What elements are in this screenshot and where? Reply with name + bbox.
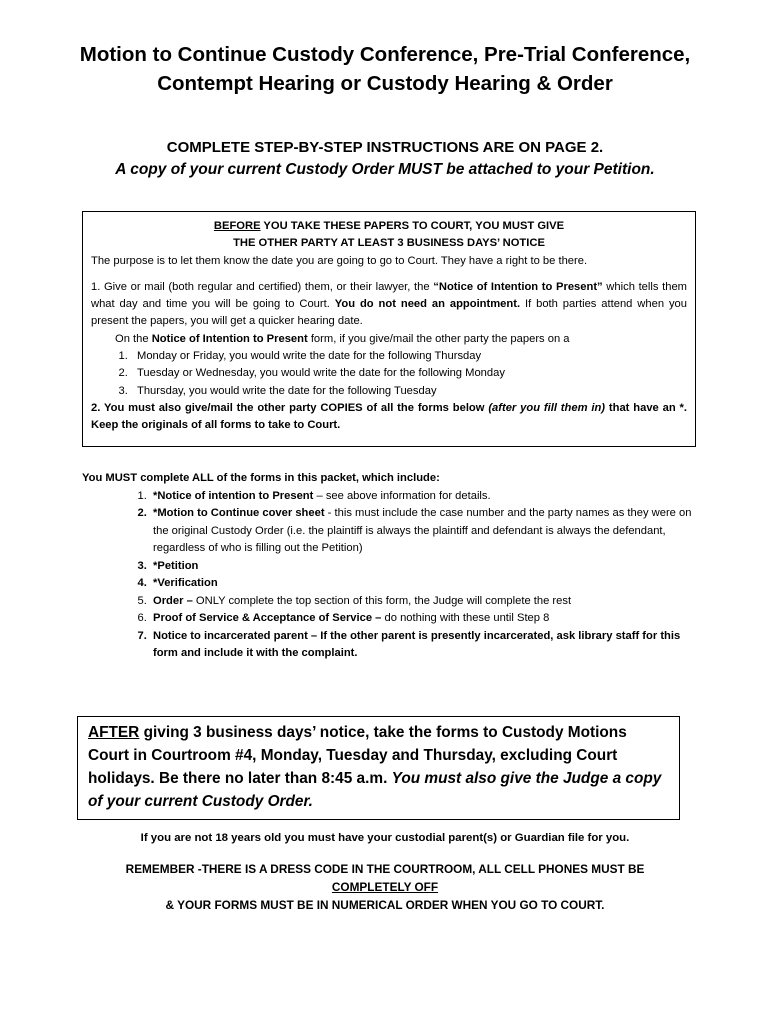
- form-item: [150, 575, 696, 593]
- form-item-desc: ONLY complete the top section of this form, the Judge will complete the rest: [195, 594, 572, 607]
- days-list-item: 3. Thursday, you would write the date for the following Tuesday: [131, 383, 687, 400]
- before-heading-underlined: BEFORE: [213, 220, 261, 232]
- days-list-item: 1. Monday or Friday, you would write the date for the following Thursday: [131, 348, 687, 365]
- on-the-form-name: Notice of Intention to Present: [151, 332, 308, 345]
- step-2-part-b: that have an *. Keep the originals of all forms to take to Court.: [91, 401, 687, 432]
- remember-notice: [40, 860, 730, 914]
- instructions-notice: [40, 137, 730, 181]
- form-item: [150, 593, 696, 611]
- forms-list: [82, 488, 696, 663]
- step-1-text: [91, 279, 687, 331]
- remember-rest: & YOUR FORMS MUST BE IN NUMERICAL ORDER WHEN YOU GO TO COURT.: [165, 898, 605, 912]
- step-2-text: [91, 400, 687, 435]
- remember-line-2: [40, 878, 730, 914]
- form-item-name: *Motion to Continue cover sheet: [153, 507, 325, 519]
- before-heading-rest: YOU TAKE THESE PAPERS TO COURT, YOU MUST GIVE: [260, 220, 565, 232]
- form-item-name: *Verification: [153, 577, 218, 589]
- on-the-part-a: On the: [115, 332, 152, 345]
- title-line-1: Motion to Continue Custody Conference, Pre-Trial Conference,: [79, 43, 691, 66]
- before-court-box: [82, 211, 696, 447]
- title-line-2: Contempt Hearing or Custody Hearing & Order: [157, 72, 613, 95]
- remember-underlined: COMPLETELY OFF: [331, 880, 439, 894]
- step-1-part-b: which tells them what day and time you will be going to Court.: [91, 280, 687, 311]
- step-1-part-a: 1. Give or mail (both regular and certified) them, or their lawyer, the: [91, 280, 434, 293]
- form-item: [150, 610, 696, 628]
- step-1-no-appointment: You do not need an appointment.: [334, 298, 521, 311]
- form-item-name: Order –: [153, 594, 196, 607]
- form-item-desc: do nothing with these until Step 8: [381, 612, 550, 624]
- purpose-text: The purpose is to let them know the date you are going to go to Court. They have a right to be there.: [91, 254, 588, 267]
- form-item-name: *Petition: [153, 559, 199, 572]
- form-item-name: Notice to incarcerated parent – If the other parent is presently incarcerated, ask library staff for this form and include it with the complaint.: [153, 629, 681, 659]
- before-heading-line-2: THE OTHER PARTY AT LEAST 3 BUSINESS DAYS’ NOTICE: [233, 237, 545, 250]
- document-title: [40, 40, 730, 98]
- step-1-part-c: If both parties attend when you present the papers, you will get a quicker hearing date.: [91, 298, 687, 328]
- days-list-item: 2. Tuesday or Wednesday, you would write the date for the following Monday: [131, 365, 687, 382]
- form-item-desc: - this must include the case number and the party names as they were on the original Custody Order (i.e. the plaintiff is always the plaintiff and defendant is always the defendant, regardless of who is filling out the Petition): [153, 507, 692, 554]
- forms-section: [82, 470, 696, 663]
- after-italic: You must also give the Judge a copy of your current Custody Order.: [88, 770, 662, 810]
- remember-line-1: REMEMBER -THERE IS A DRESS CODE IN THE COURTROOM, ALL CELL PHONES MUST BE: [125, 862, 645, 876]
- form-item-name: *Notice of intention to Present: [153, 489, 314, 502]
- instructions-line-1: COMPLETE STEP-BY-STEP INSTRUCTIONS ARE ON PAGE 2.: [166, 139, 604, 156]
- form-item-name: Proof of Service & Acceptance of Service –: [153, 612, 382, 624]
- form-item: [150, 488, 696, 506]
- on-the-notice-text: [91, 331, 687, 348]
- after-underlined: AFTER: [88, 724, 140, 741]
- form-item-desc: – see above information for details.: [313, 489, 491, 502]
- before-heading-line-1: [91, 218, 687, 235]
- form-item: [150, 628, 696, 663]
- step-2-italic: (after you fill them in): [488, 401, 606, 414]
- form-item: [150, 558, 696, 576]
- step-1-notice-name: “Notice of Intention to Present”: [433, 280, 603, 293]
- minor-note: If you are not 18 years old you must have your custodial parent(s) or Guardian file for you.: [140, 832, 630, 844]
- instructions-line-2: A copy of your current Custody Order MUST be attached to your Petition.: [115, 161, 655, 178]
- step-2-part-a: 2. You must also give/mail the other party COPIES of all the forms below: [91, 401, 489, 414]
- form-item: [150, 505, 696, 558]
- after-text: giving 3 business days’ notice, take the forms to Custody Motions Court in Courtroom #4, Monday, Tuesday and Thursday, excluding Court holidays. Be there no later than 8:45 a.m.: [88, 724, 627, 787]
- days-list: [91, 348, 687, 400]
- forms-lead: You MUST complete ALL of the forms in this packet, which include:: [82, 472, 440, 484]
- on-the-part-b: form, if you give/mail the other party the papers on a: [307, 332, 570, 345]
- after-notice-box: [77, 716, 680, 820]
